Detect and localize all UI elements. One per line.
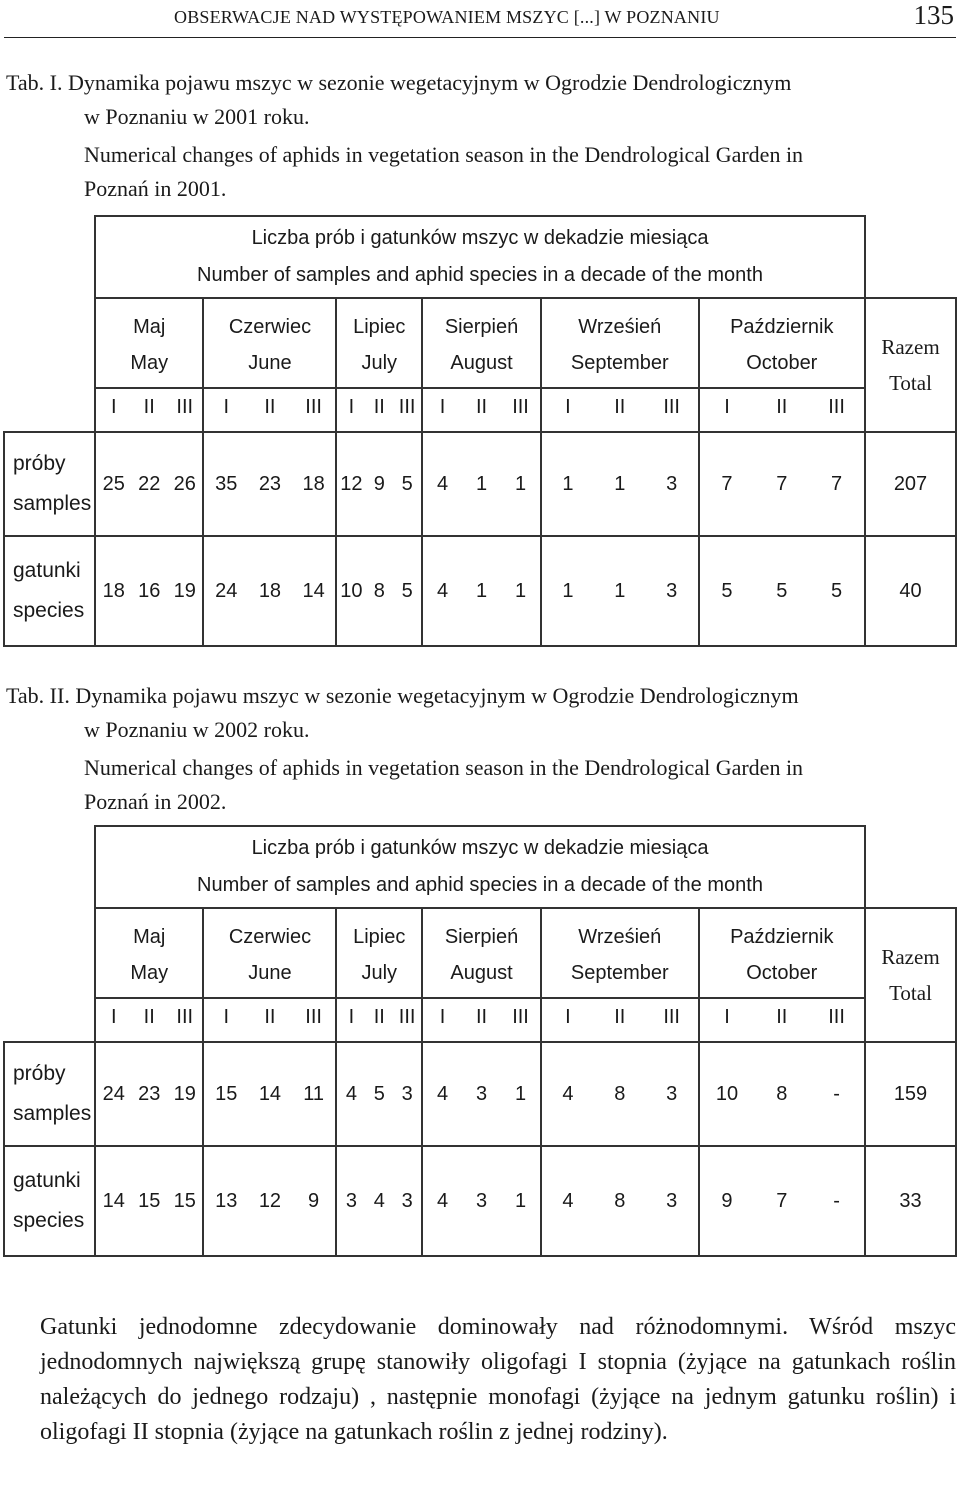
data-cell: 4 [562, 1189, 574, 1212]
data-cell: 3 [475, 1189, 488, 1212]
data-cell: 24 [102, 1082, 125, 1105]
month-values [95, 536, 203, 646]
table2-caption-pl-2: w Poznaniu w 2002 roku. [84, 717, 310, 742]
data-cell: 25 [102, 472, 125, 495]
data-cell: 8 [614, 1082, 626, 1105]
month-values [95, 432, 203, 536]
decade-label: III [663, 396, 680, 418]
data-cell: 7 [721, 472, 733, 495]
table2-caption-en-1: Numerical changes of aphids in vegetation season in the Dendrological Garden in [84, 755, 804, 780]
month-values [541, 1042, 699, 1146]
data-cell: 15 [173, 1189, 196, 1212]
month-pl: Październik [730, 925, 834, 948]
data-cell: 11 [303, 1082, 324, 1105]
data-cell: 8 [373, 579, 385, 602]
month-values [541, 1146, 699, 1256]
data-cell: 5 [401, 579, 413, 602]
decade-label: I [348, 1006, 355, 1028]
table1-caption-en-1: Numerical changes of aphids in vegetation season in the Dendrological Garden in [84, 142, 804, 167]
month-en: October [746, 961, 818, 984]
data-cell: 22 [138, 472, 161, 495]
data-cell: 18 [258, 579, 282, 602]
total-en: Total [889, 371, 932, 395]
decade-label: II [776, 396, 788, 418]
month-values [95, 1146, 203, 1256]
month-values [699, 536, 865, 646]
data-cell: 1 [614, 472, 626, 495]
month-values [699, 1042, 865, 1146]
decade-label: II [776, 1006, 788, 1028]
row-label-pl: próby [13, 452, 66, 475]
month-values [422, 536, 541, 646]
data-cell: 1 [562, 579, 574, 602]
month-values [203, 432, 336, 536]
month-en: July [361, 351, 398, 374]
heading-en: Number of samples and aphid species in a decade of the month [197, 874, 763, 896]
body-paragraph-text: Gatunki jednodomne zdecydowanie dominowały nad różnodomnymi. Wśród mszyc jednodomnych największą grupę stanowiły oligofagi I stopnia (żyjące na gatunkach roślin należących do jednego rodzaju) , następnie monofagi (żyjące na jednym gatunku roślin) i oligofagi II stopnia (żyjące na gatunkach roślin z jednej rodziny). [40, 1314, 956, 1445]
decade-label: I [724, 1006, 730, 1028]
decade-label: I [223, 396, 230, 418]
table1-caption-pl-2: w Poznaniu w 2001 roku. [84, 104, 310, 129]
decade-label: II [264, 1006, 276, 1028]
month-pl: Wrześień [578, 315, 662, 338]
row-label [4, 432, 95, 536]
running-header [0, 0, 960, 38]
data-cell: 3 [475, 1082, 488, 1105]
month-header [422, 908, 541, 1042]
data-cell: 23 [138, 1082, 161, 1105]
month-en: June [248, 351, 292, 374]
data-cell: 3 [666, 1082, 678, 1105]
row-label-en: species [13, 1209, 85, 1232]
header-rule [4, 37, 956, 38]
data-cell: 1 [475, 472, 488, 495]
data-cell: 24 [215, 579, 238, 602]
month-pl: Maj [133, 315, 166, 338]
month-values [336, 1042, 422, 1146]
data-cell: 5 [373, 1082, 385, 1105]
decade-label: I [110, 1006, 117, 1028]
total-en: Total [889, 981, 932, 1005]
data-cell: 3 [666, 472, 678, 495]
data-cell: 4 [373, 1189, 385, 1212]
month-en: July [361, 961, 398, 984]
data-cell: 3 [401, 1189, 413, 1212]
data-cell: 1 [514, 472, 527, 495]
decade-label: III [828, 1006, 845, 1028]
month-en: May [130, 961, 169, 984]
data-cell: 9 [308, 1189, 320, 1212]
total-pl: Razem [881, 945, 940, 969]
data-cell: 9 [721, 1189, 733, 1212]
month-pl: Lipiec [353, 925, 406, 948]
decade-label: I [348, 396, 355, 418]
table1-caption-en-2: Poznań in 2001. [84, 176, 227, 201]
month-values [95, 1042, 203, 1146]
data-cell: 8 [614, 1189, 626, 1212]
decade-label: III [176, 396, 194, 418]
month-pl: Czerwiec [228, 315, 312, 338]
decade-label: II [373, 396, 385, 418]
data-cell: 23 [258, 472, 282, 495]
month-values [336, 536, 422, 646]
decade-label: II [614, 1006, 626, 1028]
decade-label: III [512, 1006, 529, 1028]
data-cell: 3 [666, 1189, 678, 1212]
month-header [203, 908, 336, 1042]
data-cell: 16 [138, 579, 161, 602]
data-cell: 19 [173, 1082, 196, 1105]
row-total: 40 [865, 536, 956, 646]
data-cell: 19 [173, 579, 196, 602]
data-cell: 8 [776, 1082, 788, 1105]
table-row [4, 432, 956, 536]
decade-label: II [373, 1006, 385, 1028]
data-cell: 5 [776, 579, 788, 602]
data-cell: 26 [173, 472, 196, 495]
data-cell: 3 [401, 1082, 413, 1105]
row-label [4, 1042, 95, 1146]
data-cell: 1 [614, 579, 626, 602]
data-cell: 10 [340, 579, 363, 602]
decade-label: II [614, 396, 626, 418]
table-row [4, 1146, 956, 1256]
decade-label: I [110, 396, 117, 418]
heading-en: Number of samples and aphid species in a decade of the month [197, 264, 763, 286]
data-cell: 5 [721, 579, 733, 602]
row-label-en: samples [13, 1102, 92, 1125]
decade-label: II [475, 1006, 488, 1028]
month-values [541, 432, 699, 536]
decade-label: III [512, 396, 529, 418]
data-cell: 4 [436, 1189, 449, 1212]
data-cell: 7 [831, 472, 843, 495]
month-header [699, 908, 865, 1042]
data-cell: 35 [215, 472, 238, 495]
table1-caption [6, 66, 886, 206]
data-cell: 1 [514, 579, 527, 602]
decade-label: II [143, 396, 155, 418]
month-header [336, 298, 422, 432]
data-cell: 5 [401, 472, 413, 495]
month-en: August [450, 961, 513, 984]
table-2002 [3, 825, 957, 1257]
data-cell: 4 [436, 579, 449, 602]
data-cell: 4 [436, 1082, 449, 1105]
data-cell: 7 [776, 1189, 788, 1212]
data-cell: 12 [340, 472, 363, 495]
data-cell: 13 [215, 1189, 238, 1212]
month-values [699, 432, 865, 536]
row-label [4, 536, 95, 646]
decade-label: I [565, 396, 571, 418]
corner-blank [4, 216, 95, 432]
decade-label: I [565, 1006, 571, 1028]
data-cell: 1 [475, 579, 488, 602]
data-cell: 4 [345, 1082, 357, 1105]
month-en: August [450, 351, 513, 374]
data-cell: 4 [436, 472, 449, 495]
data-cell: 5 [831, 579, 843, 602]
table-row [4, 536, 956, 646]
row-label-en: species [13, 599, 85, 622]
month-pl: Lipiec [353, 315, 406, 338]
decade-label: I [223, 1006, 230, 1028]
decade-label: II [143, 1006, 155, 1028]
table2-caption-pl-1: Tab. II. Dynamika pojawu mszyc w sezonie wegetacyjnym w Ogrodzie Dendrologicznym [6, 683, 799, 708]
month-values [422, 1042, 541, 1146]
body-paragraph [6, 1310, 956, 1450]
row-label-pl: gatunki [13, 559, 81, 582]
data-cell: 10 [715, 1082, 739, 1105]
month-values [541, 536, 699, 646]
total-blank [865, 216, 956, 298]
month-header [95, 908, 203, 1042]
data-cell: 1 [514, 1082, 527, 1105]
row-label-en: samples [13, 492, 92, 515]
data-cell: 14 [302, 579, 325, 602]
decade-label: I [439, 396, 446, 418]
month-values [203, 536, 336, 646]
decade-label: III [663, 1006, 680, 1028]
month-values [203, 1042, 336, 1146]
month-values [699, 1146, 865, 1256]
page-number: 135 [913, 0, 954, 30]
decade-label: II [475, 396, 488, 418]
data-cell: - [833, 1189, 840, 1212]
month-pl: Maj [133, 925, 166, 948]
row-total: 159 [865, 1042, 956, 1146]
row-label-pl: gatunki [13, 1169, 81, 1192]
month-pl: Październik [730, 315, 834, 338]
corner-blank [4, 826, 95, 1042]
data-cell: 9 [373, 472, 385, 495]
table-2001 [3, 215, 957, 647]
data-cell: 3 [666, 579, 678, 602]
month-header [336, 908, 422, 1042]
decade-label: III [398, 1006, 416, 1028]
table2-caption-en-2: Poznań in 2002. [84, 789, 227, 814]
heading-pl: Liczba prób i gatunków mszyc w dekadzie miesiąca [251, 837, 709, 859]
month-pl: Wrześień [578, 925, 662, 948]
month-header [541, 908, 699, 1042]
table1-caption-pl-1: Tab. I. Dynamika pojawu mszyc w sezonie wegetacyjnym w Ogrodzie Dendrologicznym [6, 70, 792, 95]
month-en: September [570, 351, 669, 374]
heading-pl: Liczba prób i gatunków mszyc w dekadzie miesiąca [251, 227, 709, 249]
data-cell: 14 [102, 1189, 125, 1212]
table-row [4, 1042, 956, 1146]
decade-label: III [176, 1006, 194, 1028]
total-pl: Razem [881, 335, 940, 359]
month-values [203, 1146, 336, 1256]
data-cell: 12 [258, 1189, 282, 1212]
data-cell: 15 [138, 1189, 161, 1212]
month-pl: Czerwiec [228, 925, 312, 948]
data-cell: 1 [562, 472, 574, 495]
table2-caption [6, 679, 886, 819]
data-cell: - [833, 1082, 840, 1105]
table-heading [95, 216, 865, 298]
decade-label: III [305, 396, 322, 418]
data-cell: 18 [302, 472, 325, 495]
month-header [699, 298, 865, 432]
month-header [95, 298, 203, 432]
decade-label: II [264, 396, 276, 418]
running-title: OBSERWACJE NAD WYSTĘPOWANIEM MSZYC [...] W POZNANIU [174, 7, 720, 27]
month-values [422, 432, 541, 536]
month-en: June [248, 961, 292, 984]
data-cell: 18 [102, 579, 125, 602]
total-header [865, 298, 956, 432]
row-total: 207 [865, 432, 956, 536]
month-pl: Sierpień [444, 315, 519, 338]
month-pl: Sierpień [444, 925, 519, 948]
decade-label: III [398, 396, 416, 418]
data-cell: 4 [562, 1082, 574, 1105]
decade-label: I [439, 1006, 446, 1028]
month-en: September [570, 961, 669, 984]
table-heading [95, 826, 865, 908]
decade-label: III [828, 396, 845, 418]
row-total: 33 [865, 1146, 956, 1256]
month-header [541, 298, 699, 432]
month-values [336, 1146, 422, 1256]
month-en: October [746, 351, 818, 374]
data-cell: 1 [514, 1189, 527, 1212]
month-values [336, 432, 422, 536]
month-header [422, 298, 541, 432]
decade-label: I [724, 396, 730, 418]
row-label [4, 1146, 95, 1256]
month-header [203, 298, 336, 432]
data-cell: 7 [776, 472, 788, 495]
total-header [865, 908, 956, 1042]
month-en: May [130, 351, 169, 374]
row-label-pl: próby [13, 1062, 66, 1085]
month-values [422, 1146, 541, 1256]
data-cell: 15 [215, 1082, 238, 1105]
data-cell: 3 [345, 1189, 357, 1212]
total-blank [865, 826, 956, 908]
decade-label: III [305, 1006, 322, 1028]
data-cell: 14 [258, 1082, 282, 1105]
